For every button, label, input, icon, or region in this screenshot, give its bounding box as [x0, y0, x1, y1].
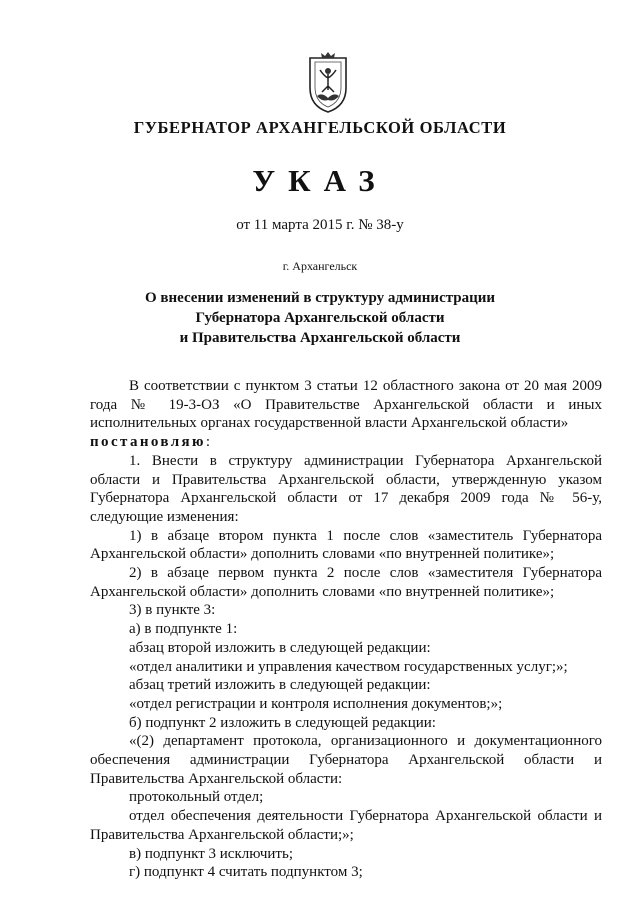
body-paragraph: 3) в пункте 3:	[129, 602, 216, 619]
preamble-paragraph	[90, 377, 602, 433]
subject-line: Губернатора Архангельской области	[195, 310, 445, 326]
body-paragraph: абзац второй изложить в следующей редакции:	[129, 639, 431, 656]
body-paragraph: «отдел регистрации и контроля исполнения документов;»;	[129, 695, 503, 712]
preamble-text: В соответствии с пунктом 3 статьи 12 областного закона от 20 мая 2009 года № 19-3-ОЗ «О Правительстве Архангельской области и иных исполнительных органах государственной власти Архангельской области»	[90, 378, 602, 432]
body-paragraph: а) в подпункте 1:	[129, 621, 238, 638]
coat-of-arms-icon	[300, 52, 356, 114]
issuer-title: ГУБЕРНАТОР АРХАНГЕЛЬСКОЙ ОБЛАСТИ	[133, 118, 507, 137]
body-paragraph: 2) в абзаце первом пункта 2 после слов «заместителя Губернатора Архангельской области» дополнить словами «по внутренней политике»;	[90, 565, 602, 600]
body-paragraph: абзац третий изложить в следующей редакции:	[129, 677, 431, 694]
subject-line: и Правительства Архангельской области	[179, 330, 461, 346]
subject-line: О внесении изменений в структуру администрации	[144, 290, 496, 306]
body-paragraph: 1. Внести в структуру администрации Губернатора Архангельской области и Правительства Архангельской области, утвержденную указом Губернатора Архангельской области от 17 декабря 2009 года № 56-у, следующие изменения:	[90, 452, 602, 525]
decree-subject	[0, 288, 640, 348]
body-paragraph: в) подпункт 3 исключить;	[129, 845, 293, 862]
decree-body	[90, 377, 602, 882]
decree-place: г. Архангельск	[282, 259, 358, 273]
body-paragraph: г) подпункт 4 считать подпунктом 3;	[129, 864, 363, 881]
decree-title: УКАЗ	[252, 163, 388, 198]
resolution-keyword-line	[90, 433, 602, 452]
decree-date-number: от 11 марта 2015 г. № 38-у	[236, 217, 404, 233]
body-paragraph: «отдел аналитики и управления качеством государственных услуг;»;	[129, 658, 568, 675]
body-paragraph: протокольный отдел;	[129, 789, 264, 806]
resolution-keyword: постановляю	[90, 434, 206, 451]
resolution-keyword-colon: :	[205, 434, 211, 451]
body-paragraph: 1) в абзаце втором пункта 1 после слов «заместитель Губернатора Архангельской области» дополнить словами «по внутренней политике»;	[90, 527, 602, 563]
body-paragraph: отдел обеспечения деятельности Губернатора Архангельской области и Правительства Архангельской области;»;	[90, 808, 602, 843]
body-paragraph: б) подпункт 2 изложить в следующей редакции:	[129, 714, 436, 731]
body-paragraph: «(2) департамент протокола, организационного и документационного обеспечения администрации Губернатора Архангельской области и Правительства Архангельской области:	[90, 733, 602, 787]
